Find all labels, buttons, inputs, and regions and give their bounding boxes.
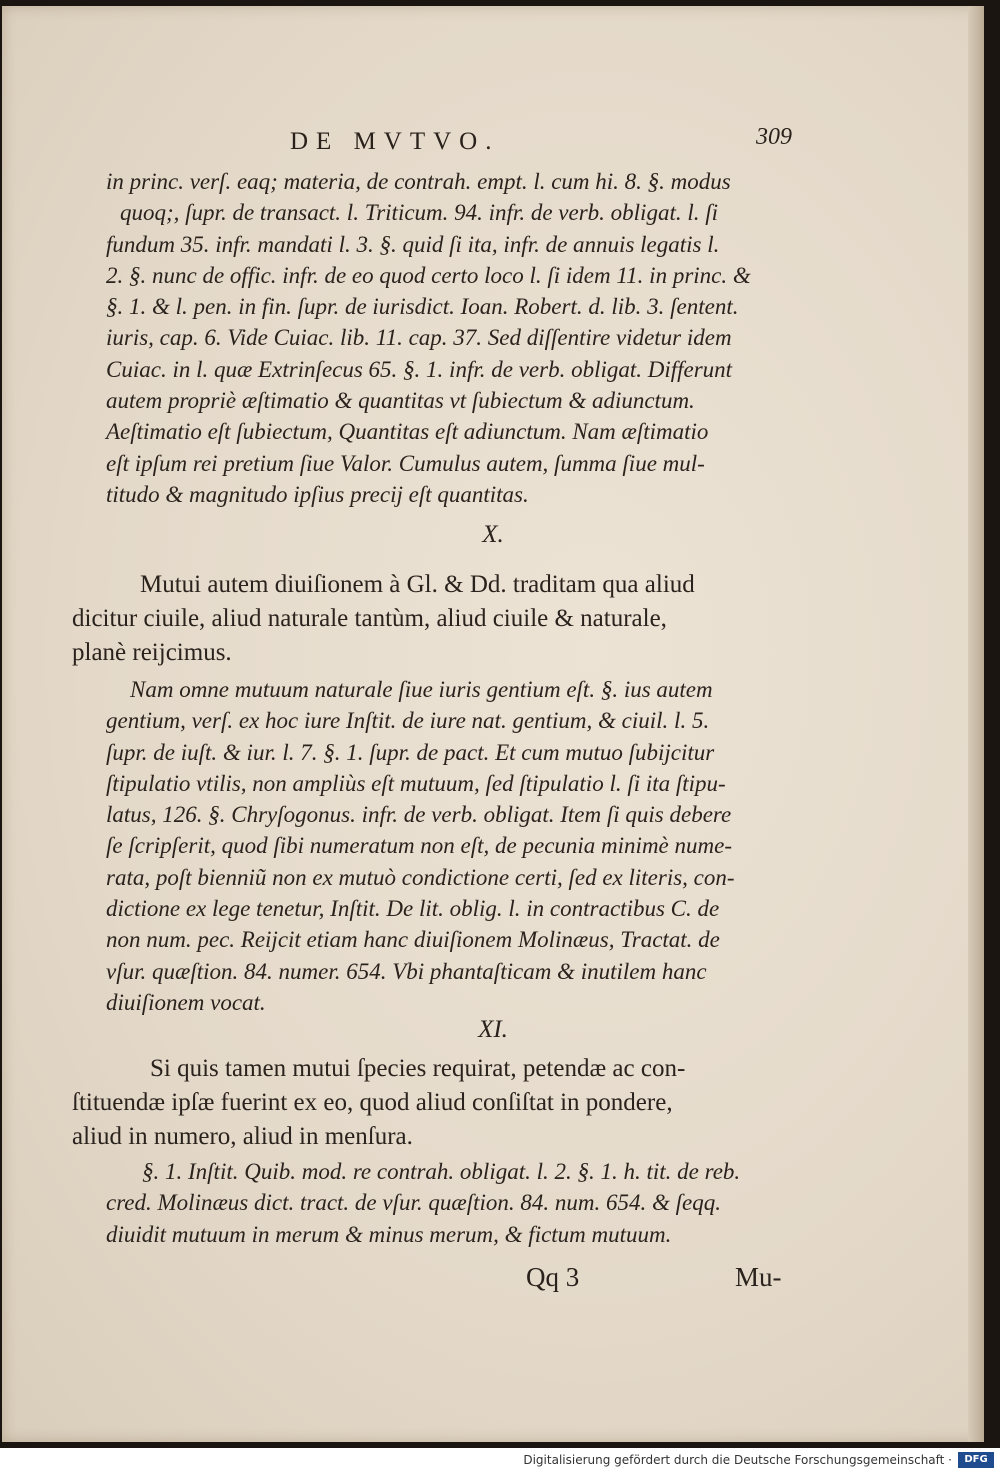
note-line: gentium, verſ. ex hoc iure Inſtit. de iure nat. gentium, & ciuil. l. 5. <box>106 708 710 734</box>
page-header <box>2 124 984 164</box>
page-number: 309 <box>756 124 792 150</box>
dfg-logo: DFG <box>958 1452 994 1468</box>
note-line: eſt ipſum rei pretium ſiue Valor. Cumulus autem, ſumma ſiue mul- <box>106 450 705 476</box>
note-line: ſtipulatio vtilis, non ampliùs eſt mutuum, ſed ſtipulatio l. ſi ita ſtipu- <box>106 770 726 796</box>
text-line: Mutui autem diuiſionem à Gl. & Dd. traditam qua aliud <box>140 571 695 598</box>
note-line: Cuiac. in l. quæ Extrinſecus 65. §. 1. infr. de verb. obligat. Differunt <box>106 356 733 382</box>
note-line: Aeſtimatio eſt ſubiectum, Quantitas eſt adiunctum. Nam æſtimatio <box>106 419 709 445</box>
note-line: titudo & magnitudo ipſius precij eſt quantitas. <box>106 481 529 507</box>
note-line: autem propriè æſtimatio & quantitas vt ſubiectum & adiunctum. <box>106 388 695 414</box>
note-line: diuiſionem vocat. <box>106 989 266 1015</box>
page-edge <box>968 6 984 1442</box>
page-footer <box>2 1262 984 1302</box>
text-line: ſtituendæ ipſæ fuerint ex eo, quod aliud conſiſtat in pondere, <box>72 1089 673 1116</box>
note-line: quoq;, ſupr. de transact. l. Triticum. 94. infr. de verb. obligat. l. ſi <box>120 200 718 226</box>
credit-text: Digitalisierung gefördert durch die Deutsche Forschungsgemeinschaft · <box>523 1453 952 1467</box>
running-title: DE MVTVO. <box>290 128 500 155</box>
note-line: non num. pec. Reijcit etiam hanc diuiſionem Molinæus, Tractat. de <box>106 927 720 953</box>
text-line: planè reijcimus. <box>72 639 232 666</box>
section-x-note <box>106 674 756 1018</box>
note-line: iuris, cap. 6. Vide Cuiac. lib. 11. cap. 37. Sed diſſentire videtur idem <box>106 325 732 351</box>
note-line: cred. Molinæus dict. tract. de vſur. quæſtion. 84. num. 654. & ſeqq. <box>106 1190 721 1216</box>
note-line: ſe ſcripſerit, quod ſibi numeratum non eſt, de pecunia minimè nume- <box>106 833 732 859</box>
digitization-credit <box>0 1450 998 1474</box>
note-line: latus, 126. §. Chryſogonus. infr. de verb. obligat. Item ſi quis debere <box>106 802 732 828</box>
section-number-xi: XI. <box>478 1016 508 1043</box>
note-line: rata, poſt bienniũ non ex mutuò condictione certi, ſed ex literis, con- <box>106 864 735 890</box>
section-xi-note <box>106 1156 756 1250</box>
section-x-text <box>72 568 792 670</box>
section-number-x: X. <box>482 521 504 548</box>
catchword: Mu- <box>735 1262 782 1292</box>
text-line: Si quis tamen mutui ſpecies requirat, petendæ ac con- <box>150 1055 686 1082</box>
note-line: Nam omne mutuum naturale ſiue iuris gentium eſt. §. ius autem <box>130 677 713 702</box>
note-line: diuidit mutuum in merum & minus merum, & fictum mutuum. <box>106 1221 672 1247</box>
note-line: ſupr. de iuſt. & iur. l. 7. §. 1. ſupr. de pact. Et cum mutuo ſubijcitur <box>106 739 715 765</box>
note-block-top <box>106 166 756 510</box>
note-line: §. 1. & l. pen. in fin. ſupr. de iurisdict. Ioan. Robert. d. lib. 3. ſentent. <box>106 294 739 320</box>
note-line: 2. §. nunc de offic. infr. de eo quod certo loco l. ſi idem 11. in princ. & <box>106 262 751 288</box>
note-line: dictione ex lege tenetur, Inſtit. De lit. oblig. l. in contractibus C. de <box>106 896 720 922</box>
note-line: fundum 35. infr. mandati l. 3. §. quid ſi ita, infr. de annuis legatis l. <box>106 231 720 257</box>
note-line: vſur. quæſtion. 84. numer. 654. Vbi phantaſticam & inutilem hanc <box>106 958 707 984</box>
note-line: §. 1. Inſtit. Quib. mod. re contrah. obligat. l. 2. §. 1. h. tit. de reb. <box>142 1159 741 1184</box>
text-line: dicitur ciuile, aliud naturale tantùm, aliud ciuile & naturale, <box>72 605 667 632</box>
signature-mark: Qq 3 <box>526 1262 580 1292</box>
note-line: in princ. verſ. eaq; materia, de contrah. empt. l. cum hi. 8. §. modus <box>106 169 731 194</box>
section-xi-text <box>72 1052 792 1154</box>
text-line: aliud in numero, aliud in menſura. <box>72 1123 413 1150</box>
book-page <box>2 6 984 1442</box>
